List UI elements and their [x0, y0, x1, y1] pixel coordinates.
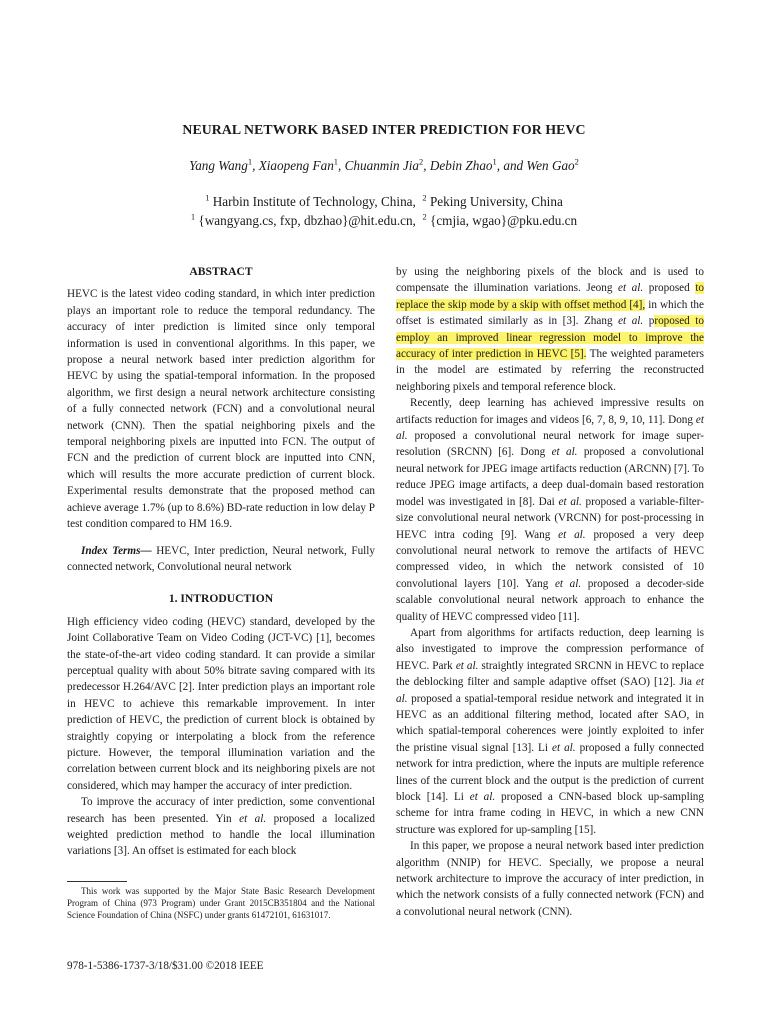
text-run: The weighted parameters in the model are estimated by referring the reconstructed neighboring pixels and temporal reference block. — [396, 348, 704, 393]
et-al: et al. — [552, 741, 576, 754]
author-sep: , and — [496, 158, 527, 173]
author: Wen Gao — [526, 158, 575, 173]
author-sep: , — [338, 158, 345, 173]
text-run: proposed a localized weighted prediction method to handle the local illumination variations [3]. An offset is estimated for each block — [67, 812, 375, 858]
intro-paragraph — [396, 264, 704, 395]
abstract-text: HEVC is the latest video coding standard, in which inter prediction plays an important role to reduce the temporal redundancy. The accuracy of inter prediction is limited since only temporal information is used in conventional algorithms. In this paper, we propose a neural network based inter prediction algorithm for HEVC by using the spatial-temporal information. In the proposed algorithm, we first design a neural network architecture consisting of a fully connected network (FCN) and a convolutional neural network (CNN). Then the spatial neighboring pixels and the temporal neighboring pixels are inputted into FCN. The output of FCN and the prediction of current block are inputted into CNN, which will results the more accurate prediction of current block. Experimental results demonstrate that the proposed method can achieve average 1.7% (up to 8.6%) BD-rate reduction in low delay P test condition compared to HM 16.9. — [67, 288, 375, 531]
text-run: Recently, deep learning has achieved impressive results on artifacts reduction for images and videos [6, 7, 8, 9, 10, 11]. Dong — [396, 397, 704, 426]
text-run: proposed a decoder-side scalable convolutional neural network approach to enhance the quality of HEVC compressed video [11]. — [396, 577, 704, 623]
text-run: p — [643, 315, 655, 328]
text-run: proposed a convolutional neural network for image super-resolution (SRCNN) [6]. Dong — [396, 430, 704, 459]
affiliation-pku: Peking University, China — [429, 194, 563, 209]
footnote-rule — [67, 881, 127, 882]
text-run: in which the offset is estimated similarly as in [3]. Zhang — [396, 298, 704, 328]
text-run: Apart from algorithms for artifacts reduction, deep learning is also investigated to improve the compression performance of HEVC. Park — [396, 626, 704, 672]
author: Yang Wang — [189, 158, 248, 173]
et-al: et al. — [551, 446, 578, 459]
intro-heading: 1. INTRODUCTION — [168, 592, 274, 606]
affil-mark: 1 — [205, 192, 210, 203]
intro-paragraph: In this paper, we propose a neural network based inter prediction algorithm (NNIP) for HEVC. Specially, we propose a neural network architecture to improve the accuracy of inter prediction, in which the network consists of a fully connected network (FCN) and a convolutional neural network (CNN). — [396, 840, 704, 918]
author-affil-mark: 1 — [492, 156, 497, 167]
abstract-heading: ABSTRACT — [189, 265, 253, 278]
author-affil-mark: 2 — [419, 156, 424, 167]
intro-paragraph — [67, 794, 375, 860]
intro-paragraph — [396, 395, 704, 625]
email-hit: {wangyang.cs, fxp, dbzhao}@hit.edu.cn, — [198, 213, 416, 228]
text-run: proposed a convolutional neural network for JPEG image artifacts reduction (ARCNN) [7]. To reduce JPEG image artifacts, a deep dual-domain based restoration model was investigated in [8]. Dai — [396, 446, 705, 508]
et-al: et al. — [558, 528, 586, 541]
email-line — [0, 213, 768, 229]
author-list — [0, 158, 768, 174]
et-al: et al. — [469, 791, 496, 803]
author-sep: , — [252, 158, 259, 173]
text-run: proposed a very deep convolutional neural network to remove the artifacts of HEVC compressed video, in which the network consisted of 10 convolutional layers [10]. Yang — [396, 528, 705, 590]
highlighted-text: to replace the skip mode by a skip with offset method [4], — [396, 282, 705, 311]
intro-paragraph: High efficiency video coding (HEVC) standard, developed by the Joint Collaborative Team on Video Coding (JCT-VC) [1], becomes the state-of-the-art video coding standard. It can provide a similar perceptual quality with about 50% bitrate saving compared with its predecessor H.264/AVC [2]. Inter prediction plays an important role in HEVC to achieve this remarkable improvement. In inter prediction of HEVC, the prediction of current block is obtained by straightly copying or interpolating a block from the reference picture. However, the temporal illumination variation and the correlation between current block and its neighboring pixels are not considered, which may hamper the accuracy of inter prediction. — [67, 615, 375, 792]
text-run: by using the neighboring pixels of the block and is used to compensate the illumination variations. Jeong — [396, 266, 704, 295]
text-run: proposed a fully connected network for intra prediction, where the inputs are multiple reference lines of the current block and the output is the prediction of current block [14]. Li — [396, 741, 704, 803]
affil-mark: 2 — [422, 192, 427, 203]
highlighted-text: roposed to employ an improved linear regression model to improve the accuracy of inter prediction in HEVC [5]. — [396, 315, 704, 361]
author-sep: , — [423, 158, 430, 173]
text-run: To improve the accuracy of inter prediction, some conventional research has been presented. Yin — [67, 796, 375, 825]
intro-paragraph — [396, 625, 704, 838]
index-terms-text: HEVC, Inter prediction, Neural network, Fully connected network, Convolutional neural network — [67, 544, 375, 573]
author-affil-mark: 1 — [333, 156, 339, 167]
author: Xiaopeng Fan — [258, 158, 334, 173]
text-run: straightly integrated SRCNN in HEVC to replace the deblocking filter and sample adaptive offset (SAO) [12]. Jia — [396, 659, 704, 689]
et-al: et al. — [239, 812, 267, 825]
author: Chuanmin Jia — [344, 158, 420, 173]
index-terms-label: Index Terms— — [81, 544, 152, 557]
affil-mark: 2 — [422, 211, 427, 222]
text-run: proposed a CNN-based block up-sampling scheme for intra frame coding in HEVC, in which a new CNN structure was explored for up-sampling [15]. — [396, 791, 704, 836]
author-affil-mark: 1 — [247, 156, 253, 167]
et-al: et al. — [554, 577, 582, 590]
copyright-footer: 978-1-5386-1737-3/18/$31.00 ©2018 IEEE — [67, 960, 264, 972]
funding-footnote: This work was supported by the Major State Basic Research Development Program of China (973 Program) under Grant 2015CB351804 and the National Science Foundation of China (NSFC) under grants 61472101, 61631017. — [67, 886, 375, 921]
et-al: et al. — [396, 413, 704, 443]
right-column — [396, 264, 704, 920]
paper-title: NEURAL NETWORK BASED INTER PREDICTION FOR HEVC — [182, 122, 586, 137]
et-al: et al. — [455, 659, 479, 672]
et-al: et al. — [558, 495, 582, 508]
text-run: proposed — [643, 282, 696, 295]
text-run: proposed a variable-filter-size convolutional neural network (VRCNN) for post-processing in HEVC intra coding [9]. Wang — [396, 495, 704, 541]
affil-mark: 1 — [190, 211, 196, 222]
author-affil-mark: 2 — [574, 156, 579, 167]
index-terms — [67, 543, 375, 576]
email-pku: {cmjia, wgao}@pku.edu.cn — [430, 213, 578, 228]
left-column — [67, 264, 375, 860]
et-al: et al. — [618, 282, 644, 295]
text-run: proposed a spatial-temporal residue network and integrated it in HEVC as an additional filtering method, located after SAO, in which spatial-temporal coherences were jointly exploited to infer the pristine visual signal [13]. Li — [396, 692, 704, 754]
et-al: et al. — [396, 676, 704, 705]
affiliation-line — [0, 194, 768, 210]
author: Debin Zhao — [429, 158, 493, 173]
et-al: et al. — [618, 315, 644, 328]
affiliation-hit: Harbin Institute of Technology, China, — [212, 194, 416, 209]
